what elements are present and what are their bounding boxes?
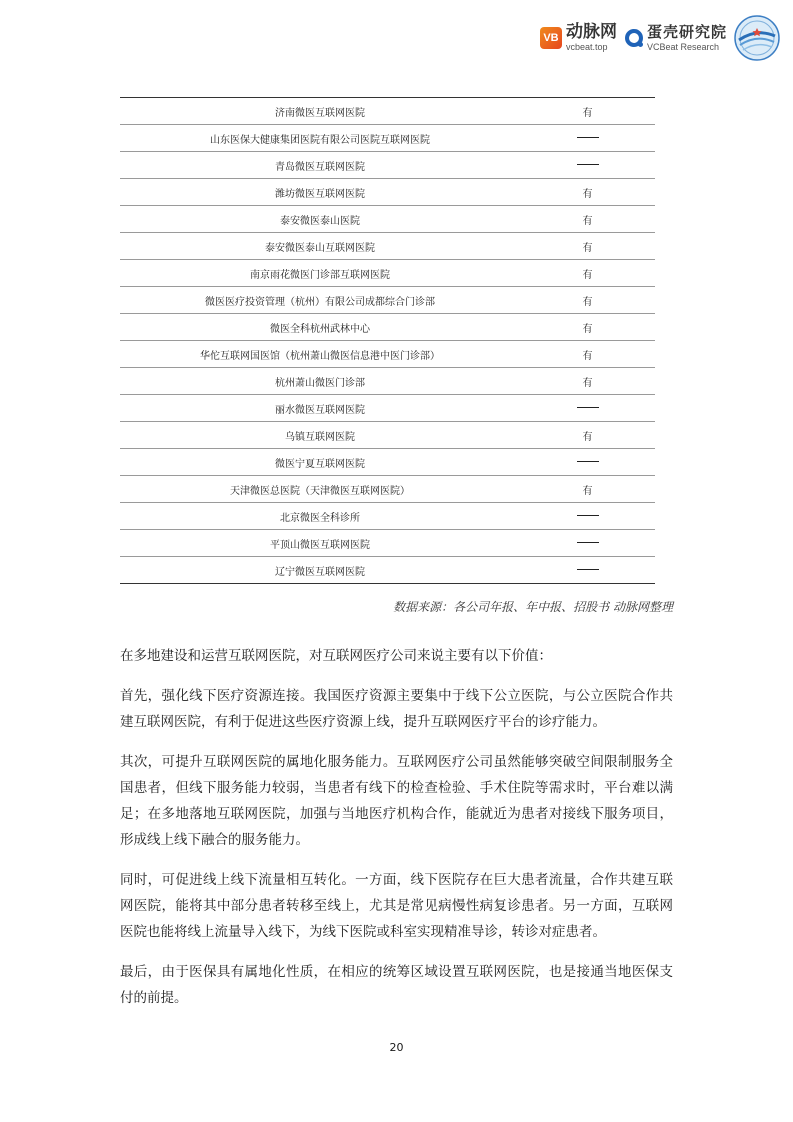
vcbeat-research-logo (625, 22, 727, 52)
hospital-name-cell: 泰安微医泰山医院 (120, 206, 520, 233)
vcbeat-logo-icon: VB (540, 27, 562, 49)
availability-cell: 有 (520, 314, 655, 341)
hospital-name-cell: 南京雨花微医门诊部互联网医院 (120, 260, 520, 287)
availability-cell (520, 557, 655, 584)
table-row (120, 206, 655, 233)
egg-icon (625, 29, 643, 47)
paragraph: 最后，由于医保具有属地化性质，在相应的统筹区域设置互联网医院，也是接通当地医保支付的前提。 (120, 964, 673, 1006)
body-text (120, 643, 673, 1025)
dash-mark (577, 164, 599, 165)
paragraph: 同时，可促进线上线下流量相互转化。一方面，线下医院存在巨大患者流量，合作共建互联网医院，能将其中部分患者转移至线上，尤其是常见病慢性病复诊患者。另一方面，互联网医院也能将线上流量导入线下，为线下医院或科室实现精准导诊，转诊对症患者。 (120, 872, 673, 940)
hospital-name-cell: 辽宁微医互联网医院 (120, 557, 520, 584)
hospital-name-cell: 北京微医全科诊所 (120, 503, 520, 530)
hospital-name-cell: 杭州萧山微医门诊部 (120, 368, 520, 395)
hospital-name-cell: 青岛微医互联网医院 (120, 152, 520, 179)
availability-cell: 有 (520, 233, 655, 260)
table-row (120, 233, 655, 260)
hospital-name-cell: 山东医保大健康集团医院有限公司医院互联网医院 (120, 125, 520, 152)
table-row (120, 557, 655, 584)
hospital-name-cell: 潍坊微医互联网医院 (120, 179, 520, 206)
table-row (120, 125, 655, 152)
availability-cell (520, 152, 655, 179)
dash-mark (577, 461, 599, 462)
paragraph: 首先，强化线下医疗资源连接。我国医疗资源主要集中于线下公立医院，与公立医院合作共建互联网医院，有利于促进这些医疗资源上线，提升互联网医疗平台的诊疗能力。 (120, 688, 673, 730)
hospital-name-cell: 平顶山微医互联网医院 (120, 530, 520, 557)
availability-cell: 有 (520, 341, 655, 368)
table-row (120, 341, 655, 368)
availability-cell: 有 (520, 476, 655, 503)
table-row (120, 368, 655, 395)
availability-cell (520, 125, 655, 152)
table-row (120, 98, 655, 125)
table-row (120, 530, 655, 557)
egg-research-subtitle: VCBeat Research (646, 41, 720, 52)
availability-cell: 有 (520, 260, 655, 287)
paragraph: 在多地建设和运营互联网医院，对互联网医疗公司来说主要有以下价值： (120, 648, 552, 664)
hospital-name-cell: 泰安微医泰山互联网医院 (120, 233, 520, 260)
table-row (120, 179, 655, 206)
dash-mark (577, 542, 599, 543)
dash-mark (577, 569, 599, 570)
table-row (120, 476, 655, 503)
dash-mark (577, 407, 599, 408)
availability-cell: 有 (520, 422, 655, 449)
vcbeat-logo (540, 24, 617, 52)
availability-cell (520, 449, 655, 476)
availability-cell: 有 (520, 179, 655, 206)
hospital-name-cell: 天津微医总医院（天津微医互联网医院） (120, 476, 520, 503)
hospital-name-cell: 乌镇互联网医院 (120, 422, 520, 449)
page-header (540, 14, 781, 62)
hospital-name-cell: 微医医疗投资管理（杭州）有限公司成都综合门诊部 (120, 287, 520, 314)
availability-cell: 有 (520, 368, 655, 395)
availability-cell: 有 (582, 107, 593, 119)
hospital-name-cell: 丽水微医互联网医院 (120, 395, 520, 422)
hospital-name-cell: 华佗互联网国医馆（杭州萧山微医信息港中医门诊部） (120, 341, 520, 368)
availability-cell (520, 503, 655, 530)
vcbeat-url: vcbeat.top (565, 42, 608, 52)
dash-mark (577, 137, 599, 138)
hospital-name-cell: 济南微医互联网医院 (275, 107, 365, 119)
table-row (120, 503, 655, 530)
hospital-name-cell: 微医宁夏互联网医院 (120, 449, 520, 476)
availability-cell: 有 (520, 206, 655, 233)
table-row (120, 449, 655, 476)
availability-cell (520, 530, 655, 557)
dash-mark (577, 515, 599, 516)
paragraph: 其次，可提升互联网医院的属地化服务能力。互联网医疗公司虽然能够突破空间限制服务全国患者，但线下服务能力较弱，当患者有线下的检查检验、手术住院等需求时，平台难以满足；在多地落地互联网医院，加强与当地医疗机构合作，能就近为患者对接线下服务项目，形成线上线下融合的服务能力。 (120, 754, 673, 848)
table-row (120, 287, 655, 314)
globe-emblem-icon (733, 14, 781, 62)
table-row (120, 422, 655, 449)
hospital-name-cell: 微医全科杭州武林中心 (120, 314, 520, 341)
vcbeat-name: 动脉网 (565, 22, 617, 42)
table-row (120, 260, 655, 287)
page-number: 20 (389, 1041, 404, 1054)
availability-cell (520, 395, 655, 422)
egg-research-name: 蛋壳研究院 (646, 22, 727, 41)
table-row (120, 395, 655, 422)
table-row (120, 152, 655, 179)
hospital-table (120, 97, 655, 584)
table-row (120, 314, 655, 341)
data-source-note: 数据来源：各公司年报、年中报、招股书 动脉网整理 (393, 600, 673, 614)
availability-cell: 有 (520, 287, 655, 314)
